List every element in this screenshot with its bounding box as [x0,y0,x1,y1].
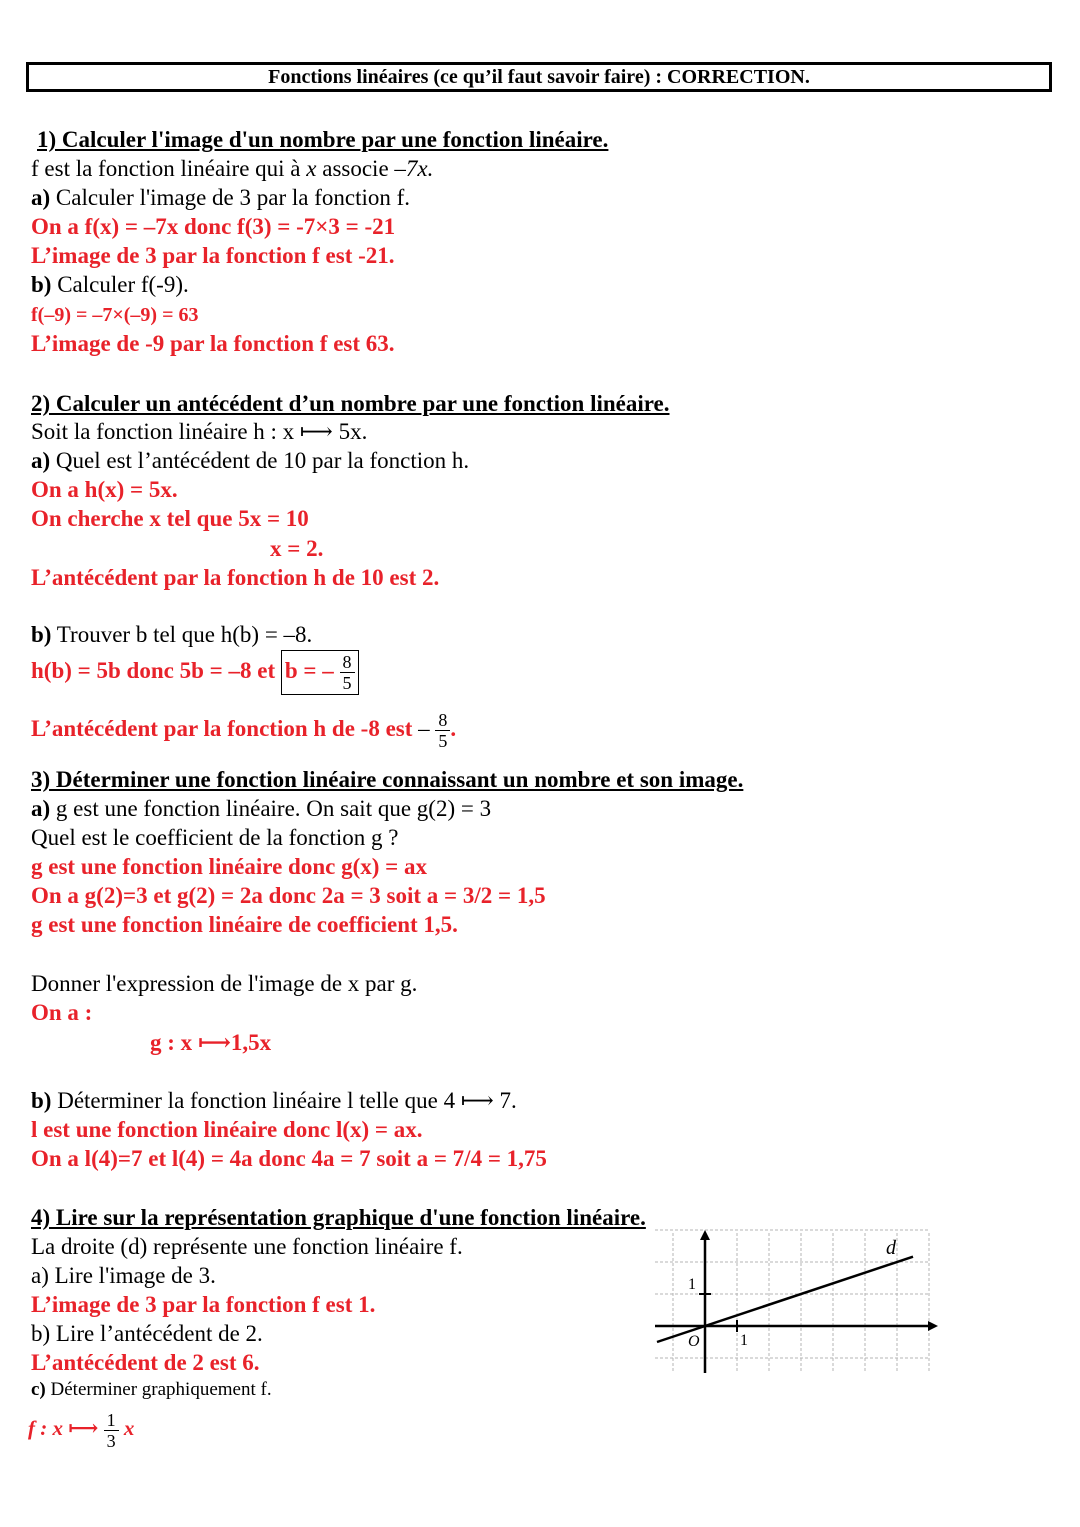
s2-question-a [31,447,469,475]
s4-ans3-num: 1 [104,1410,119,1431]
s3-qb-label: b) [31,1088,52,1113]
s4-ans3-fraction [104,1410,119,1451]
s2-ans6-sign: – [418,715,430,741]
s1-answer-4: L’image de -9 par la fonction f est 63. [31,331,395,356]
s3-question-a2: Quel est le coefficient de la fonction g ? [31,825,399,850]
s3-question-a [31,795,491,823]
s3-answer-3: g est une fonction linéaire de coefficient 1,5. [31,912,458,937]
s2-answer-1: On a h(x) = 5x. [31,477,178,502]
s1-answer-2: L’image de 3 par la fonction f est -21. [31,243,395,268]
page-title: Fonctions linéaires (ce qu’il faut savoir faire) : CORRECTION. [26,62,1052,92]
s1-qa-label: a) [31,185,51,210]
s1-answer-3: f(–9) = –7×(–9) = 63 [31,304,199,326]
s4-ans3-x: x [123,1416,135,1440]
s1-intro-expr: –7x. [394,156,434,181]
s2-boxed-result [281,650,359,695]
s4-answer-1: L’image de 3 par la fonction f est 1. [31,1292,376,1317]
s1-qa-text: Calculer l'image de 3 par la fonction f. [55,185,411,210]
s3-answer-6: l est une fonction linéaire donc l(x) = ax. [31,1117,423,1142]
s3-answer-1: g est une fonction linéaire donc g(x) = ax [31,854,427,879]
s2-box-text: b = – [284,657,334,683]
s3-answer-2: On a g(2)=3 et g(2) = 2a donc 2a = 3 soit a = 3/2 = 1,5 [31,883,546,908]
x-tick-label: 1 [740,1332,748,1349]
s2-ans6-num: 8 [435,710,450,731]
s4-qc-text: Déterminer graphiquement f. [50,1379,272,1400]
s2-frac-den: 5 [342,673,352,693]
s4-qc-label: c) [31,1379,46,1400]
s1-intro [31,155,433,183]
s1-answer-1: On a f(x) = –7x donc f(3) = -7×3 = -21 [31,214,396,239]
s2-answer-4: L’antécédent par la fonction h de 10 est 2. [31,565,440,590]
s4-ans3-text: f : x ⟼ [28,1416,99,1440]
section-3-heading: 3) Déterminer une fonction linéaire connaissant un nombre et son image. [31,767,744,792]
s3-qa-label: a) [31,796,51,821]
s4-intro: La droite (d) représente une fonction linéaire f. [31,1234,463,1259]
s4-answer-2: L’antécédent de 2 est 6. [31,1350,260,1375]
s4-answer-3 [28,1408,134,1451]
y-tick-label: 1 [688,1276,696,1293]
s2-ans6-den: 5 [438,731,448,751]
linear-function-graph [650,1228,940,1378]
line-label: d [886,1237,896,1259]
s4-question-c [31,1378,272,1402]
s2-ans6-period: . [450,715,457,741]
s2-question-b [31,621,312,649]
s4-question-a: a) Lire l'image de 3. [31,1263,216,1288]
section-1-heading: 1) Calculer l'image d'un nombre par une fonction linéaire. [37,127,609,152]
s1-question-a [31,184,410,212]
s1-intro-x: x [306,156,317,181]
s2-answer-2: On cherche x tel que 5x = 10 [31,506,309,531]
x-axis-arrow-icon [928,1321,938,1331]
s3-question-b [31,1087,517,1115]
s3-answer-5: g : x ⟼1,5x [150,1030,272,1055]
s1-question-b [31,271,189,299]
s2-answer-5 [31,650,359,695]
s3-answer-4: On a : [31,1000,93,1025]
s2-qb-label: b) [31,622,52,647]
s2-frac-num: 8 [340,652,355,673]
origin-label: O [688,1333,700,1350]
y-axis-arrow-icon [700,1230,710,1240]
s2-qb-text: Trouver b tel que h(b) = –8. [56,622,313,647]
line-d [657,1257,913,1342]
s2-intro: Soit la fonction linéaire h : x ⟼ 5x. [31,419,368,444]
s2-ans6-text: L’antécédent par la fonction h de -8 est [31,715,413,741]
s2-answer-6 [31,710,456,751]
s2-ans6-fraction [435,710,450,751]
s2-qa-label: a) [31,448,51,473]
s4-ans3-den: 3 [106,1430,116,1451]
s2-box-fraction [340,652,355,693]
s3-qa-text: g est une fonction linéaire. On sait que g(2) = 3 [55,796,492,821]
section-4-heading: 4) Lire sur la représentation graphique d'une fonction linéaire. [31,1205,646,1230]
s1-qb-text: Calculer f(-9). [57,272,189,297]
s2-answer-3: x = 2. [270,536,324,561]
s1-intro-assoc: associe [322,156,389,181]
s3-qb-text: Déterminer la fonction linéaire l telle que 4 ⟼ 7. [57,1088,517,1113]
s2-qa-text: Quel est l’antécédent de 10 par la fonction h. [55,448,470,473]
section-2-heading: 2) Calculer un antécédent d’un nombre par une fonction linéaire. [31,391,670,416]
s3-answer-7: On a l(4)=7 et l(4) = 4a donc 4a = 7 soit a = 7/4 = 1,75 [31,1146,547,1171]
s3-question-2: Donner l'expression de l'image de x par g. [31,971,418,996]
s4-question-b: b) Lire l’antécédent de 2. [31,1321,263,1346]
s2-ans5-text: h(b) = 5b donc 5b = –8 et [31,657,276,683]
s1-qb-label: b) [31,272,52,297]
s1-intro-text: f est la fonction linéaire qui à [31,156,301,181]
